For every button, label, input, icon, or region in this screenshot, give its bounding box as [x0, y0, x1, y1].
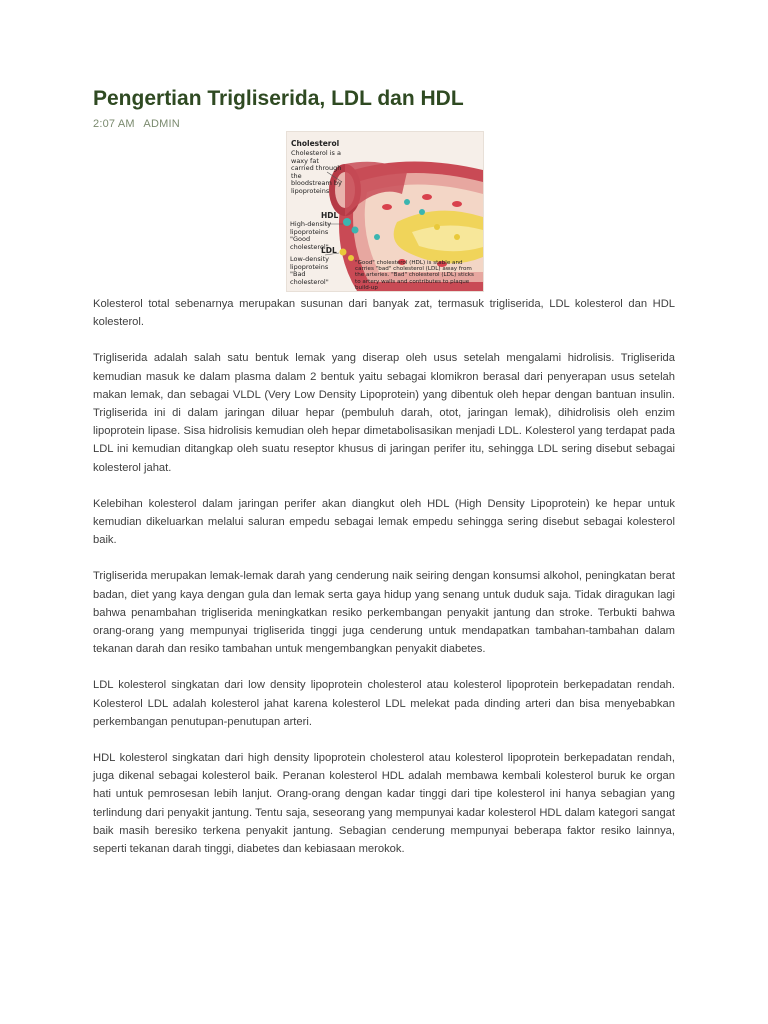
post-title[interactable]: Pengertian Trigliserida, LDL dan HDL	[93, 87, 464, 110]
post-time[interactable]: 2:07 AM	[93, 118, 135, 130]
paragraph: Trigliserida merupakan lemak-lemak darah yang cenderung naik seiring dengan konsumsi alkohol, peningkatan berat badan, diet yang kaya dengan gula dan lemak serta gaya hidup yang senang untuk duduk saja. Tidak diragukan lagi bahwa penambahan trigliserida meningkatkan resiko perkembangan penyakit jantung dan stroke. Terbukti bahwa orang-orang yang mempunyai trigliserida tinggi juga cenderung untuk mendapatkan tambahan-tambahan dalam tekanan darah dan resiko tambahan untuk mengembangkan penyakit diabetes.	[93, 570, 675, 656]
cholesterol-artery-illustration	[286, 131, 484, 292]
figure-hdl-label: HDL	[321, 211, 339, 220]
figure-heading-desc: Cholesterol is a waxy fat carried through the bloodstream by lipoproteins	[291, 149, 342, 195]
paragraph: Kelebihan kolesterol dalam jaringan perifer akan diangkut oleh HDL (High Density Lipoprotein) ke hepar untuk kemudian dikeluarkan melalui saluran empedu sebagai lemak empedu sehingga sering disebut sebagai kolesterol baik.	[93, 497, 675, 547]
figure-hdl-desc: High-density lipoproteins "Good cholesterol"	[290, 220, 332, 251]
article-body	[93, 295, 675, 876]
figure-ldl-label: LDL	[321, 246, 337, 255]
figure-heading: Cholesterol	[291, 139, 340, 148]
figure-ldl-desc: Low-density lipoproteins "Bad cholesterol"	[290, 255, 329, 286]
paragraph: Kolesterol total sebenarnya merupakan susunan dari banyak zat, termasuk trigliserida, LDL kolesterol dan HDL kolesterol.	[93, 298, 675, 329]
figure-caption: "Good" cholesterol (HDL) is stable and carries "bad" cholesterol (LDL) away from the arteries. "Bad" cholesterol (LDL) sticks to artery walls and contributes to plaque build-up	[355, 260, 474, 291]
post-meta	[93, 118, 186, 130]
post-author[interactable]: ADMIN	[143, 118, 180, 130]
paragraph: Trigliserida adalah salah satu bentuk lemak yang diserap oleh usus setelah mengalami hidrolisis. Trigliserida kemudian masuk ke dalam plasma dalam 2 bentuk yaitu sebagai klomikron berasal dari penyerapan usus setelah makan lemak, dan sebagai VLDL (Very Low Density Lipoprotein) yang dibentuk oleh hepar dengan bantuan insulin. Trigliserida ini di dalam jaringan diluar hepar (pembuluh darah, otot, jaringan lemak), dihidrolisis oleh enzim lipoprotein lipase. Sisa hidrolisis kemudian oleh hepar dimetabolisasikan menjadi LDL. Kolesterol yang terdapat pada LDL ini kemudian ditangkap oleh suatu reseptor khusus di jaringan perifer itu, sehingga LDL sering disebut sebagai kolesterol jahat.	[93, 352, 675, 474]
paragraph: LDL kolesterol singkatan dari low density lipoprotein cholesterol atau kolesterol lipoprotein berkepadatan rendah. Kolesterol LDL adalah kolesterol jahat karena kolesterol LDL melekat pada dinding arteri dan bisa menyebabkan perkembangan penutupan-penutupan arteri.	[93, 679, 675, 728]
paragraph: HDL kolesterol singkatan dari high density lipoprotein cholesterol atau kolesterol lipoprotein berkepadatan rendah, juga dikenal sebagai kolesterol baik. Peranan kolesterol HDL adalah membawa kembali kolesterol buruk ke organ hati untuk pemrosesan lebih lanjut. Orang-orang dengan kadar tinggi dari tipe kolesterol ini hanya sebagian yang terlindung dari penyakit jantung. Tentu saja, seseorang yang mempunyai kadar kolesterol HDL dalam kategori sangat baik masih beresiko terkena penyakit jantung. Sebagian cenderung mempunyai beberapa faktor resiko lainnya, seperti tekanan darah tinggi, diabetes dan kebiasaan merokok.	[93, 752, 675, 856]
